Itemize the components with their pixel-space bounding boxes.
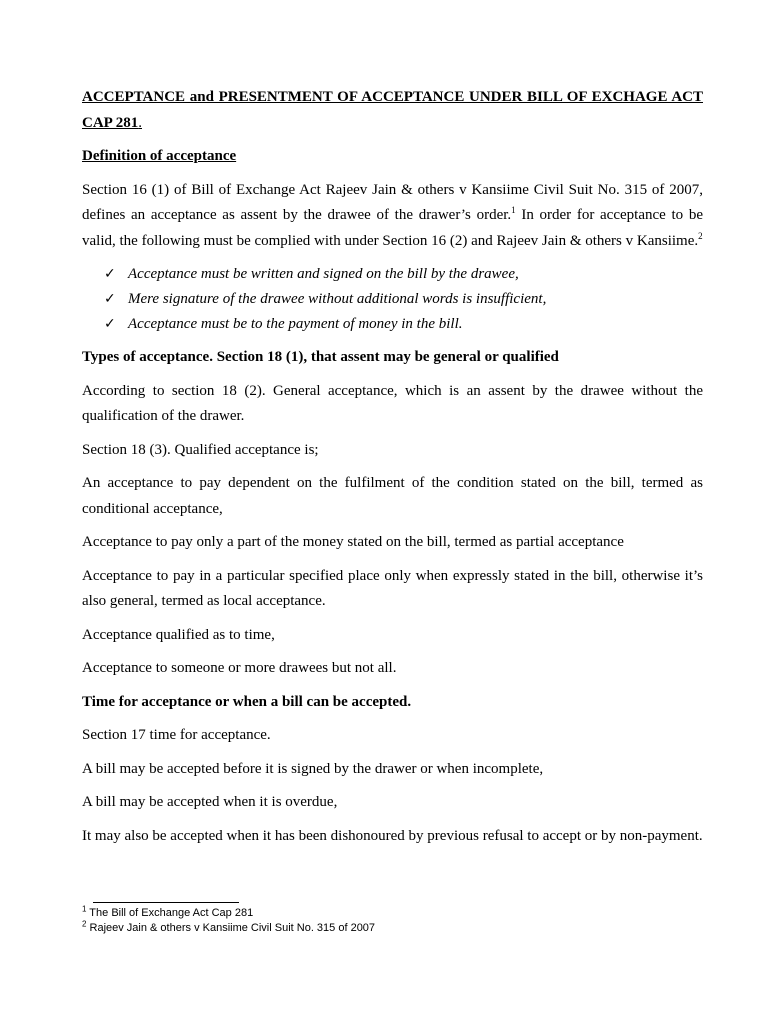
footnotes <box>82 906 703 936</box>
list-item-text: Acceptance must be written and signed on the bill by the drawee, <box>128 266 519 282</box>
footnote-separator <box>93 902 239 903</box>
local-paragraph: Acceptance to pay in a particular specified place only when expressly stated in the bill, otherwise it’s also general, termed as local acceptance. <box>82 567 703 609</box>
checkmark-icon: ✓ <box>104 316 116 332</box>
definition-text-2: In order for acceptance to be valid, the following must be complied with under Section 16 (2) and Rajeev Jain & others v Kansiime. <box>82 207 703 249</box>
checkmark-icon: ✓ <box>104 291 116 307</box>
qualified-intro-paragraph: Section 18 (3). Qualified acceptance is; <box>82 441 319 458</box>
general-acceptance-paragraph: According to section 18 (2). General acceptance, which is an assent by the drawee without the qualification of the drawer. <box>82 382 703 424</box>
document-body <box>82 84 703 849</box>
drawees-paragraph: Acceptance to someone or more drawees but not all. <box>82 660 397 676</box>
definition-heading: Definition of acceptance <box>82 148 237 164</box>
list-item-text: Mere signature of the drawee without additional words is insufficient, <box>128 291 547 307</box>
footnote-text: Rajeev Jain & others v Kansiime Civil Suit No. 315 of 2007 <box>86 922 376 934</box>
footnote-mark: 1 <box>82 904 87 914</box>
time-qualified-paragraph: Acceptance qualified as to time, <box>82 626 275 643</box>
requirements-list <box>82 262 703 337</box>
list-item <box>104 287 703 312</box>
list-item-text: Acceptance must be to the payment of money in the bill. <box>128 316 463 332</box>
definition-paragraph <box>82 178 703 255</box>
checkmark-icon: ✓ <box>104 266 116 282</box>
list-item <box>104 312 703 337</box>
timing-heading: Time for acceptance or when a bill can be accepted. <box>82 693 412 710</box>
section-17-paragraph: Section 17 time for acceptance. <box>82 727 271 743</box>
title-text: ACCEPTANCE and PRESENTMENT OF ACCEPTANCE UNDER BILL OF EXCHAGE ACT CAP 281 <box>82 89 703 131</box>
footnote-2 <box>82 921 703 936</box>
overdue-paragraph: A bill may be accepted when it is overdue, <box>82 794 338 810</box>
footnote-ref-1[interactable]: 1 <box>511 205 516 215</box>
document-title <box>82 84 703 136</box>
dishonoured-paragraph: It may also be accepted when it has been dishonoured by previous refusal to accept or by non-payment. <box>82 827 703 844</box>
before-signed-paragraph: A bill may be accepted before it is signed by the drawer or when incomplete, <box>82 760 544 777</box>
title-period: . <box>138 115 142 131</box>
definition-text-1: Section 16 (1) of Bill of Exchange Act Rajeev Jain & others v Kansiime Civil Suit No. 315 of 2007, defines an acceptance as assent by the drawee of the drawer’s order. <box>82 181 703 223</box>
footnote-mark: 2 <box>82 919 87 929</box>
conditional-paragraph: An acceptance to pay dependent on the fulfilment of the condition stated on the bill, termed as conditional acceptance, <box>82 475 703 517</box>
footnote-ref-2[interactable]: 2 <box>698 230 703 241</box>
types-heading: Types of acceptance. Section 18 (1), that assent may be general or qualified <box>82 349 559 365</box>
list-item <box>104 262 703 287</box>
footnote-text: The Bill of Exchange Act Cap 281 <box>86 907 254 919</box>
footnote-1 <box>82 906 703 921</box>
partial-paragraph: Acceptance to pay only a part of the money stated on the bill, termed as partial acceptance <box>82 534 624 550</box>
